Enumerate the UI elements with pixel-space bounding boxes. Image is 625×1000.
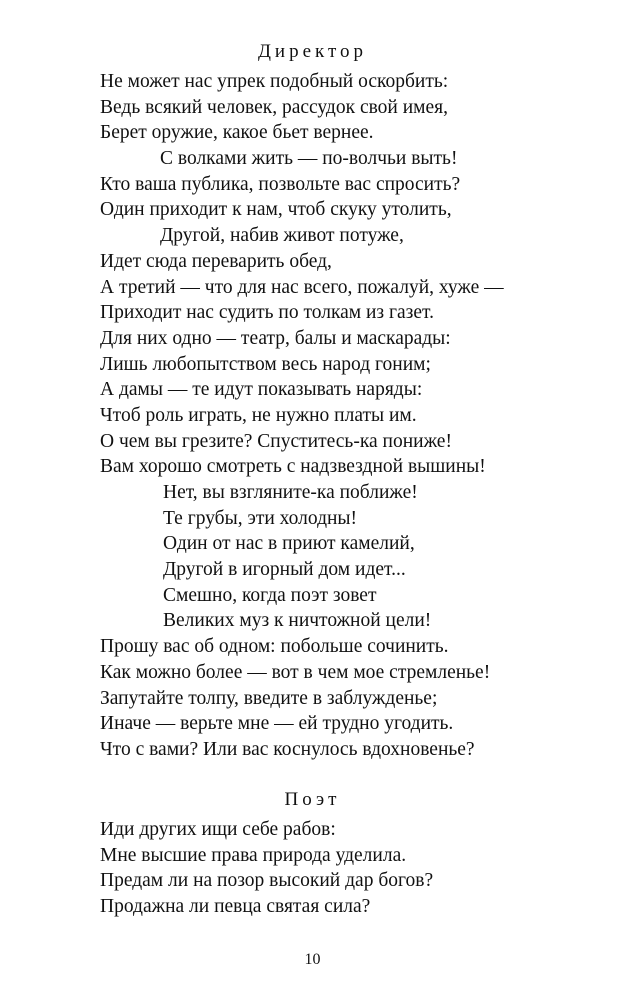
page-number: 10: [304, 951, 321, 968]
verse-line: Прошу вас об одном: побольше сочинить.: [100, 636, 449, 658]
speaker-heading-poet: Поэт: [284, 789, 341, 810]
verse-line: А дамы — те идут показывать наряды:: [100, 379, 423, 401]
director-speech: [100, 69, 504, 763]
verse-line: А третий — что для нас всего, пожалуй, хуже —: [100, 276, 504, 298]
verse-line: Лишь любопытством весь народ гоним;: [100, 353, 431, 375]
verse-line: Чтоб роль играть, не нужно платы им.: [100, 404, 417, 426]
verse-line: Другой, набив живот потуже,: [160, 225, 404, 247]
verse-line: Как можно более — вот в чем мое стремленье!: [100, 661, 491, 683]
verse-line: Другой в игорный дом идет...: [163, 559, 406, 581]
poet-speech: [100, 817, 433, 920]
verse-line: Запутайте толпу, введите в заблужденье;: [100, 687, 438, 709]
verse-line: Предам ли на позор высокий дар богов?: [100, 870, 434, 892]
verse-line: Нет, вы взгляните-ка поближе!: [163, 482, 418, 503]
verse-line: Смешно, когда поэт зовет: [163, 584, 377, 606]
verse-line: Кто ваша публика, позвольте вас спросить?: [100, 173, 461, 195]
verse-line: Не может нас упрек подобный оскорбить:: [100, 71, 449, 92]
verse-line: О чем вы грезите? Спуститесь-ка пониже!: [100, 430, 452, 452]
speaker-heading-director: Директор: [257, 41, 368, 62]
verse-line: Мне высшие права природа уделила.: [100, 844, 407, 866]
verse-line: Приходит нас судить по толкам из газет.: [100, 302, 434, 324]
verse-line: Ведь всякий человек, рассудок свой имея,: [100, 96, 449, 118]
verse-line: Берет оружие, какое бьет вернее.: [100, 122, 374, 144]
verse-line: С волками жить — по-волчьи выть!: [160, 148, 458, 170]
verse-line: Что с вами? Или вас коснулось вдохновенье?: [100, 738, 475, 760]
verse-line: Один приходит к нам, чтоб скуку утолить,: [100, 199, 452, 221]
verse-line: Те грубы, эти холодны!: [163, 507, 358, 529]
verse-line: Продажна ли певца святая сила?: [100, 896, 371, 918]
verse-line: Вам хорошо смотреть с надзвездной вышины!: [100, 456, 486, 478]
verse-line: Для них одно — театр, балы и маскарады:: [100, 327, 451, 349]
verse-line: Один от нас в приют камелий,: [163, 533, 415, 555]
verse-line: Иди других ищи себе рабов:: [100, 819, 336, 840]
verse-line: Идет сюда переварить обед,: [100, 250, 332, 272]
verse-line: Иначе — верьте мне — ей трудно угодить.: [100, 713, 454, 735]
verse-line: Великих муз к ничтожной цели!: [163, 610, 432, 632]
